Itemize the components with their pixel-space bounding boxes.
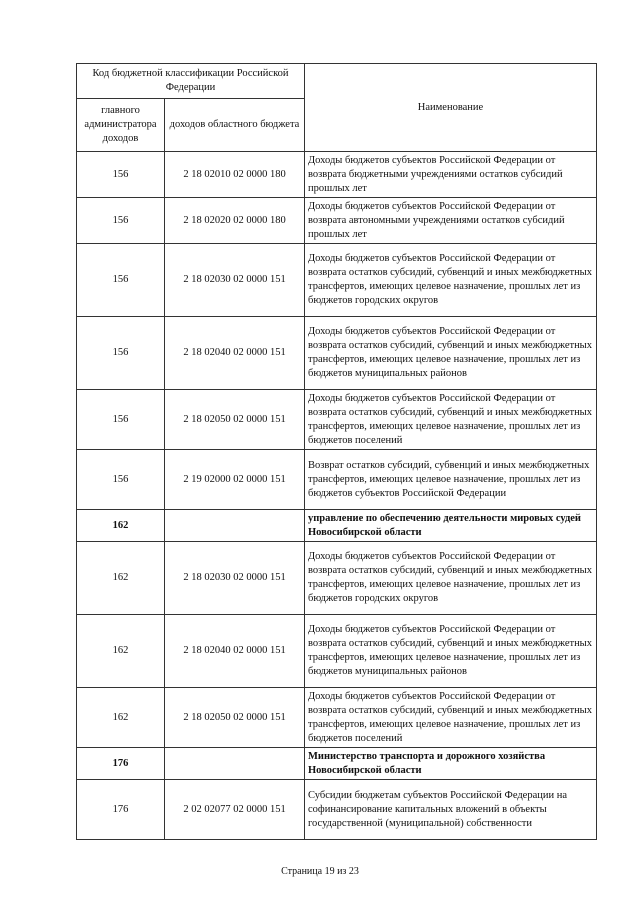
table-row <box>77 615 597 688</box>
table-row <box>77 688 597 748</box>
revenue-code-cell: 2 18 02050 02 0000 151 <box>165 390 305 450</box>
revenue-code-cell: 2 18 02020 02 0000 180 <box>165 198 305 244</box>
table-row <box>77 198 597 244</box>
revenue-name-cell: Доходы бюджетов субъектов Российской Федерации от возврата остатков субсидий, субвенций и иных межбюджетных трансфертов, имеющих целевое назначение, прошлых лет из бюджетов городских округов <box>305 244 597 317</box>
revenue-code-cell: 2 02 02077 02 0000 151 <box>165 780 305 840</box>
revenue-code-cell <box>165 748 305 780</box>
header-admin-code: главного администратора доходов <box>77 99 165 152</box>
table-row <box>77 542 597 615</box>
table-row <box>77 780 597 840</box>
admin-code-cell: 162 <box>77 510 165 542</box>
table-row <box>77 317 597 390</box>
budget-classification-table <box>76 63 597 840</box>
revenue-name-cell: Доходы бюджетов субъектов Российской Федерации от возврата остатков субсидий, субвенций и иных межбюджетных трансфертов, имеющих целевое назначение, прошлых лет из бюджетов поселений <box>305 390 597 450</box>
admin-code-cell: 156 <box>77 198 165 244</box>
admin-code-cell: 156 <box>77 390 165 450</box>
table-row <box>77 244 597 317</box>
header-name: Наименование <box>305 64 597 152</box>
admin-code-cell: 156 <box>77 450 165 510</box>
page-number: Страница 19 из 23 <box>281 866 359 877</box>
revenue-name-cell: Субсидии бюджетам субъектов Российской Федерации на софинансирование капитальных вложений в объекты государственной (муниципальной) собственности <box>305 780 597 840</box>
revenue-name-cell: Возврат остатков субсидий, субвенций и иных межбюджетных трансфертов, имеющих целевое назначение, прошлых лет из бюджетов субъектов Российской Федерации <box>305 450 597 510</box>
revenue-code-cell <box>165 510 305 542</box>
table-row-section <box>77 510 597 542</box>
revenue-name-cell: Доходы бюджетов субъектов Российской Федерации от возврата автономными учреждениями остатков субсидий прошлых лет <box>305 198 597 244</box>
table-row <box>77 390 597 450</box>
revenue-code-cell: 2 18 02030 02 0000 151 <box>165 542 305 615</box>
admin-code-cell: 156 <box>77 244 165 317</box>
revenue-code-cell: 2 18 02040 02 0000 151 <box>165 615 305 688</box>
section-name-cell: Министерство транспорта и дорожного хозяйства Новосибирской области <box>305 748 597 780</box>
revenue-name-cell: Доходы бюджетов субъектов Российской Федерации от возврата остатков субсидий, субвенций и иных межбюджетных трансфертов, имеющих целевое назначение, прошлых лет из бюджетов муниципальных районов <box>305 615 597 688</box>
revenue-name-cell: Доходы бюджетов субъектов Российской Федерации от возврата остатков субсидий, субвенций и иных межбюджетных трансфертов, имеющих целевое назначение, прошлых лет из бюджетов муниципальных районов <box>305 317 597 390</box>
revenue-name-cell: Доходы бюджетов субъектов Российской Федерации от возврата бюджетными учреждениями остатков субсидий прошлых лет <box>305 152 597 198</box>
admin-code-cell: 162 <box>77 615 165 688</box>
header-budget-code-group: Код бюджетной классификации Российской Федерации <box>77 64 305 99</box>
revenue-code-cell: 2 18 02040 02 0000 151 <box>165 317 305 390</box>
table-row <box>77 152 597 198</box>
header-revenue-code: доходов областного бюджета <box>165 99 305 152</box>
admin-code-cell: 162 <box>77 688 165 748</box>
table-row-section <box>77 748 597 780</box>
table-row <box>77 450 597 510</box>
revenue-code-cell: 2 18 02050 02 0000 151 <box>165 688 305 748</box>
revenue-code-cell: 2 18 02010 02 0000 180 <box>165 152 305 198</box>
admin-code-cell: 156 <box>77 152 165 198</box>
admin-code-cell: 176 <box>77 780 165 840</box>
revenue-code-cell: 2 18 02030 02 0000 151 <box>165 244 305 317</box>
admin-code-cell: 176 <box>77 748 165 780</box>
revenue-code-cell: 2 19 02000 02 0000 151 <box>165 450 305 510</box>
admin-code-cell: 162 <box>77 542 165 615</box>
revenue-name-cell: Доходы бюджетов субъектов Российской Федерации от возврата остатков субсидий, субвенций и иных межбюджетных трансфертов, имеющих целевое назначение, прошлых лет из бюджетов городских округов <box>305 542 597 615</box>
section-name-cell: управление по обеспечению деятельности мировых судей Новосибирской области <box>305 510 597 542</box>
admin-code-cell: 156 <box>77 317 165 390</box>
revenue-name-cell: Доходы бюджетов субъектов Российской Федерации от возврата остатков субсидий, субвенций и иных межбюджетных трансфертов, имеющих целевое назначение, прошлых лет из бюджетов поселений <box>305 688 597 748</box>
